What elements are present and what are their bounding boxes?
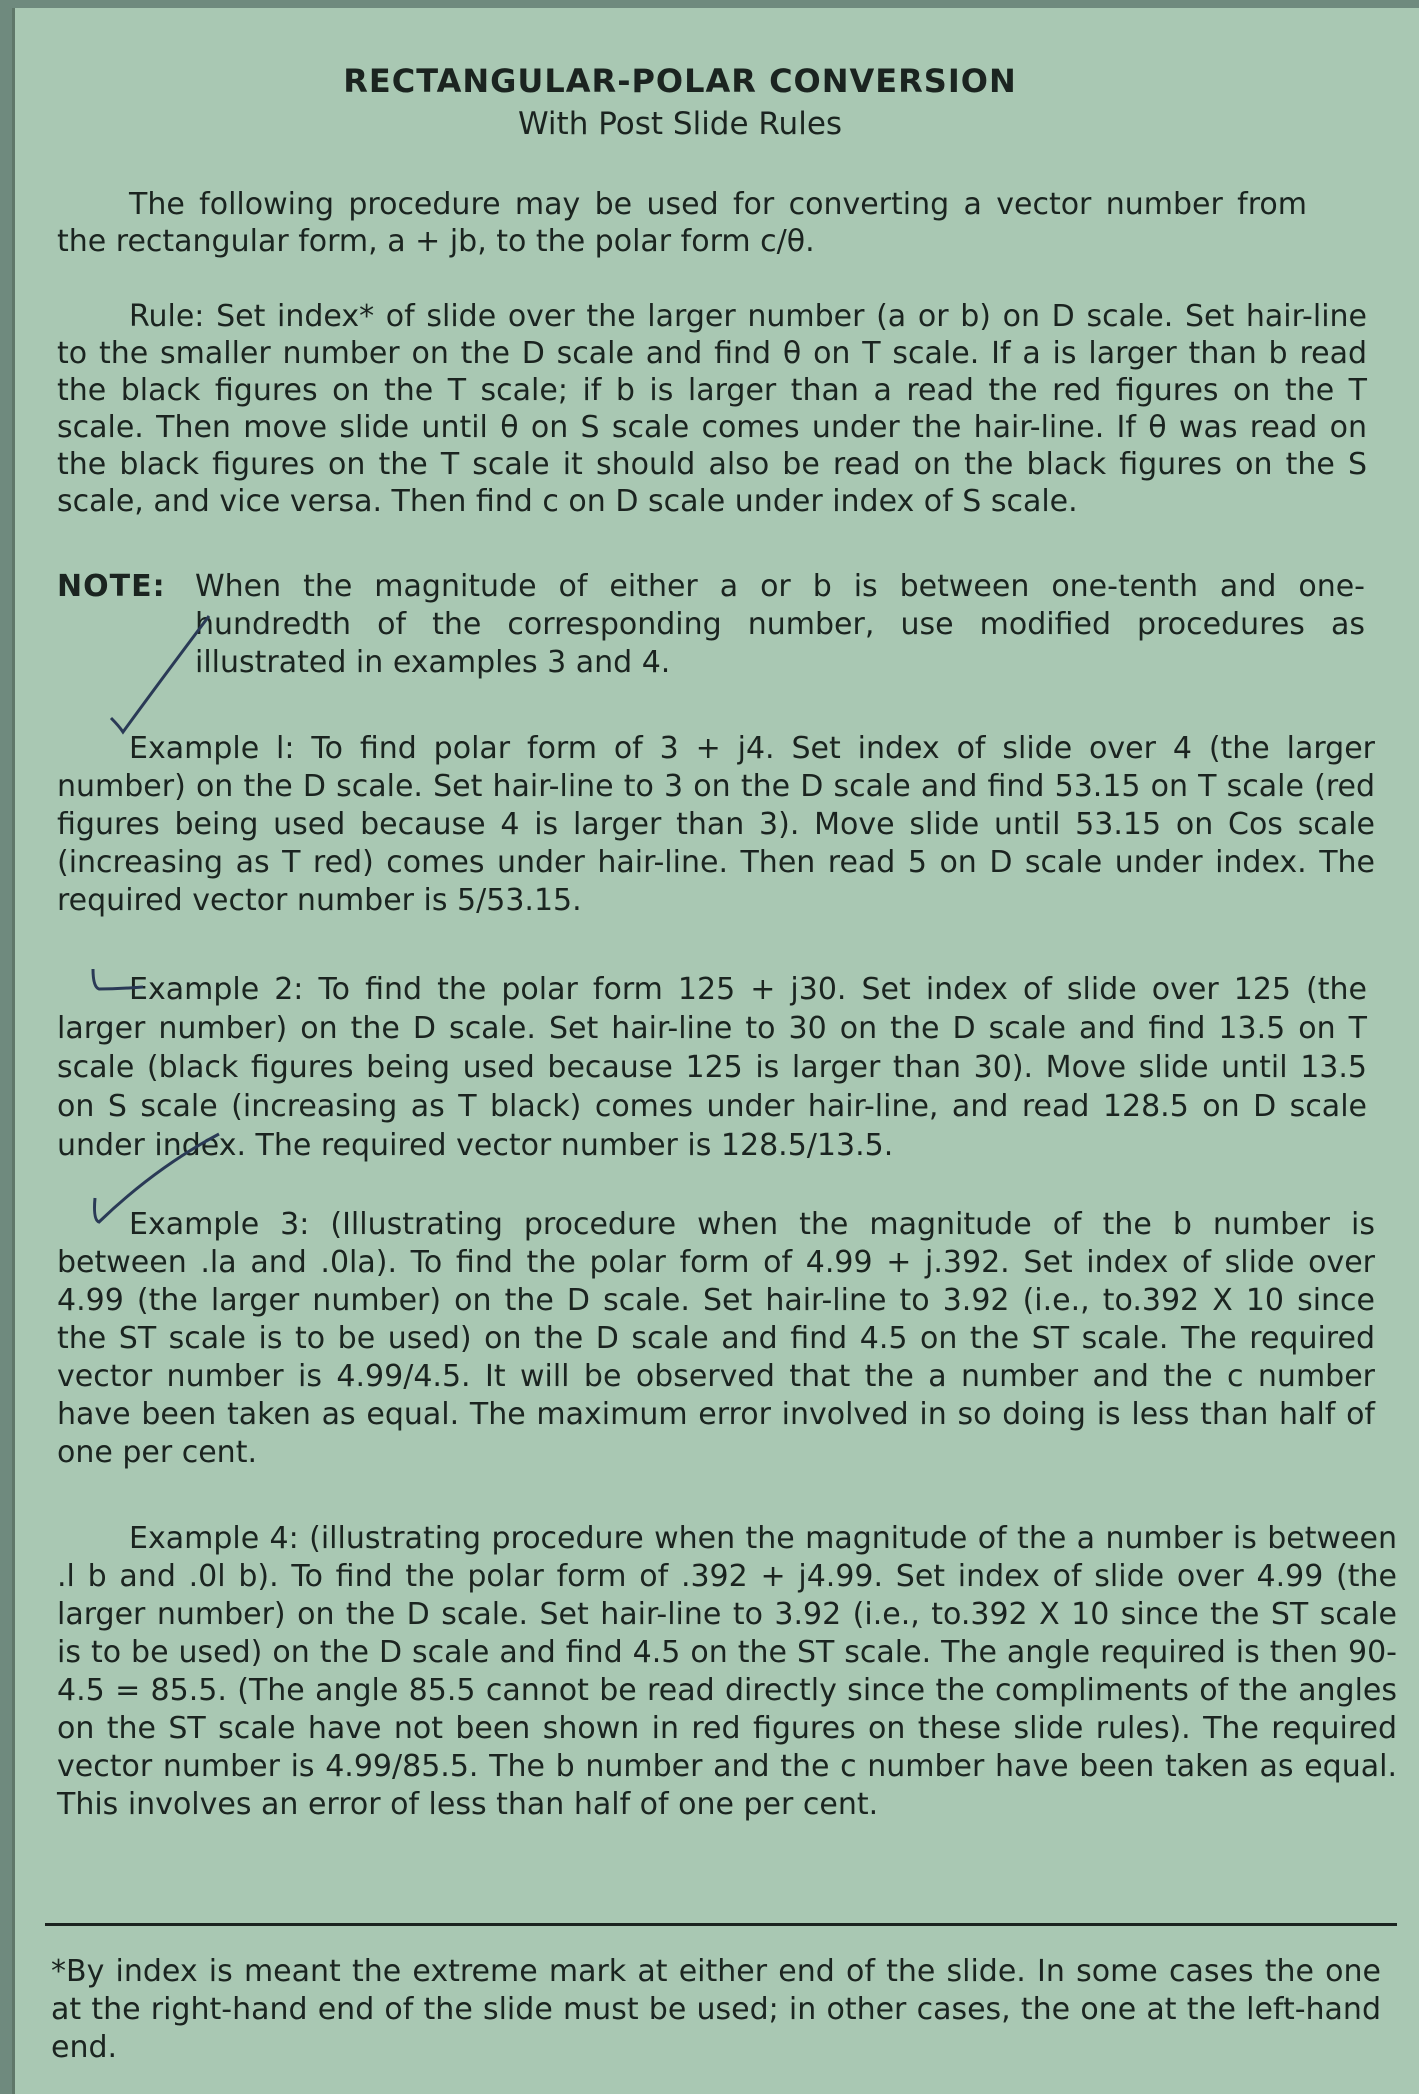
footnote-divider bbox=[45, 1923, 1397, 1926]
page-subtitle: With Post Slide Rules bbox=[517, 106, 843, 142]
example-2-paragraph: Example 2: To find the polar form 125 + j30. Set index of slide over 125 (the larger number) on the D scale. Set hair-line to 30 on the D scale and find 13.5 on T scale (black figures being used because 125 is larger than 30). Move slide until 13.5 on S scale (increasing as T black) comes under hair-line, and read 128.5 on D scale under index. The required vector number is 128.5/13.5. bbox=[57, 972, 1367, 1163]
instruction-card bbox=[12, 8, 1419, 2094]
note-label: NOTE: bbox=[57, 569, 166, 604]
note-text: When the magnitude of either a or b is between one-tenth and one-hundredth of the corresponding number, use modified procedures as illustrated in examples 3 and 4. bbox=[195, 569, 1365, 680]
rule-paragraph: Rule: Set index* of slide over the larger number (a or b) on D scale. Set hair-line to the smaller number on the D scale and find θ on T scale. If a is larger than b read the black figures on the T scale; if b is larger than a read the red figures on the T scale. Then move slide until θ on S scale comes under the hair-line. If θ was read on the black figures on the T scale it should also be read on the black figures on the S scale, and vice versa. Then find c on D scale under index of S scale. bbox=[57, 299, 1367, 519]
page-title: RECTANGULAR-POLAR CONVERSION bbox=[343, 62, 1017, 100]
example-4-paragraph: Example 4: (illustrating procedure when the magnitude of the a number is between .l b and .0l b). To find the polar form of .392 + j4.99. Set index of slide over 4.99 (the larger number) on the D scale. Set hair-line to 3.92 (i.e., to.392 X 10 since the ST scale is to be used) on the D scale and find 4.5 on the ST scale. The angle required is then 90-4.5 = 85.5. (The angle 85.5 cannot be read directly since the compliments of the angles on the ST scale have not been shown in red figures on these slide rules). The required vector number is 4.99/85.5. The b number and the c number have been taken as equal. This involves an error of less than half of one per cent. bbox=[57, 1521, 1397, 1822]
footnote: *By index is meant the extreme mark at either end of the slide. In some cases the one at the right-hand end of the slide must be used; in other cases, the one at the left-hand end. bbox=[51, 1954, 1381, 2065]
example-3-paragraph: Example 3: (Illustrating procedure when the magnitude of the b number is between .la and .0la). To find the polar form of 4.99 + j.392. Set index of slide over 4.99 (the larger number) on the D scale. Set hair-line to 3.92 (i.e., to.392 X 10 since the ST scale is to be used) on the D scale and find 4.5 on the ST scale. The required vector number is 4.99/4.5. It will be observed that the a number and the c number have been taken as equal. The maximum error involved in so doing is less than half of one per cent. bbox=[57, 1207, 1375, 1470]
intro-paragraph: The following procedure may be used for converting a vector number from the rectangular form, a + jb, to the polar form c/θ. bbox=[57, 187, 1307, 259]
example-1-paragraph: Example l: To find polar form of 3 + j4. Set index of slide over 4 (the larger number) on the D scale. Set hair-line to 3 on the D scale and find 53.15 on T scale (red figures being used because 4 is larger than 3). Move slide until 53.15 on Cos scale (increasing as T red) comes under hair-line. Then read 5 on D scale under index. The required vector number is 5/53.15. bbox=[57, 731, 1375, 918]
